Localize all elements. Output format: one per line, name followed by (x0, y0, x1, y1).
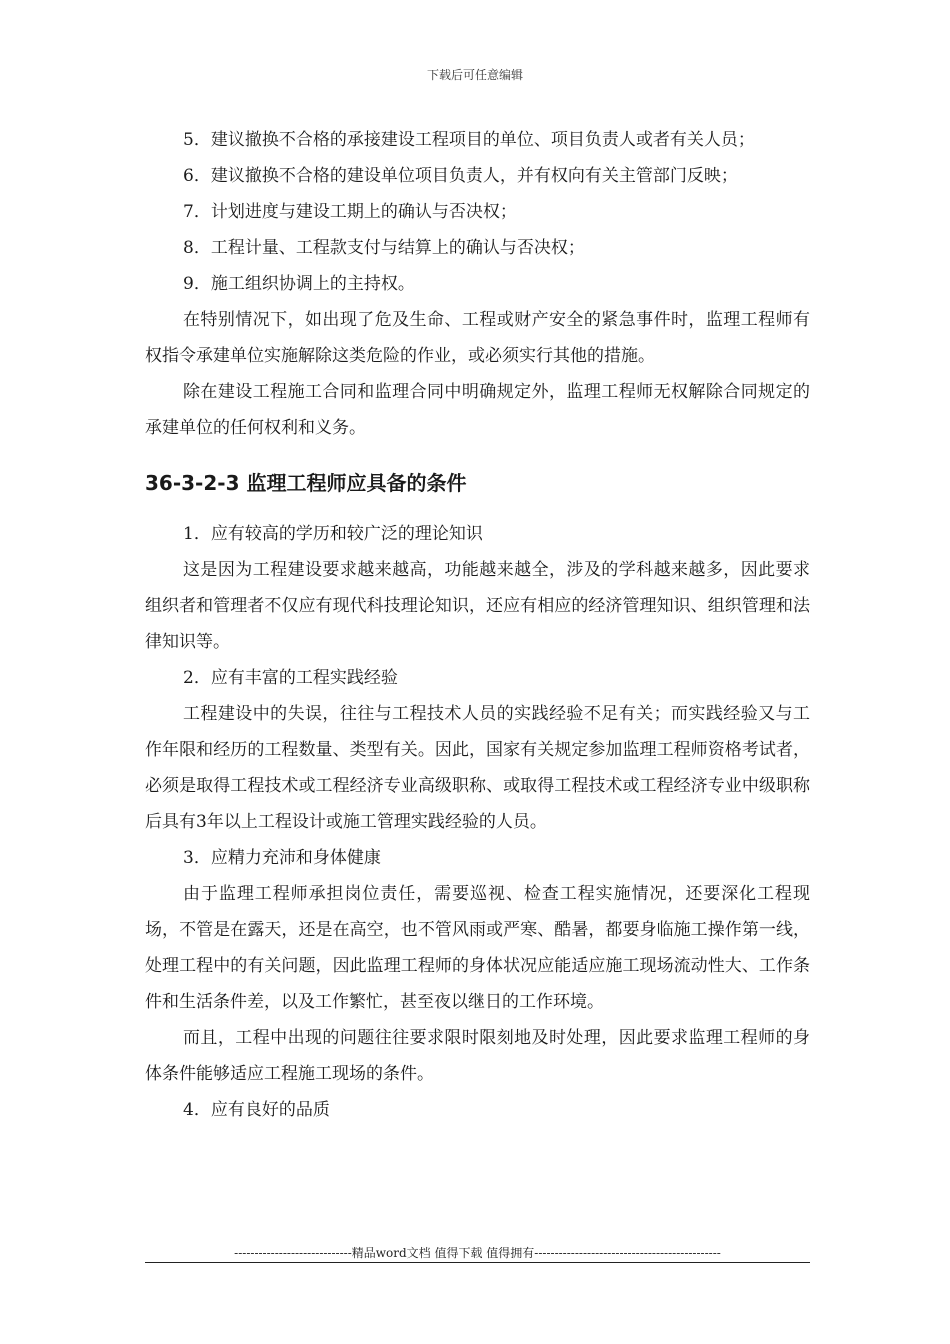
list-item-5: 5．建议撤换不合格的承接建设工程项目的单位、项目负责人或者有关人员； (183, 130, 755, 150)
condition-1-body: 这是因为工程建设要求越来越高，功能越来越全，涉及的学科越来越多，因此要求组织者和管理者不仅应有现代科技理论知识，还应有相应的经济管理知识、组织管理和法律知识等。 (145, 560, 810, 652)
list-item-8: 8．工程计量、工程款支付与结算上的确认与否决权； (183, 238, 585, 258)
document-body (145, 122, 810, 1128)
paragraph-contract-rights: 除在建设工程施工合同和监理合同中明确规定外，监理工程师无权解除合同规定的承建单位的任何权利和义务。 (145, 382, 810, 438)
section-heading: 36-3-2-3 监理工程师应具备的条件 (145, 471, 467, 495)
footer-divider (145, 1262, 810, 1263)
condition-2-body: 工程建设中的失误，往往与工程技术人员的实践经验不足有关；而实践经验又与工作年限和经历的工程数量、类型有关。因此，国家有关规定参加监理工程师资格考试者，必须是取得工程技术或工程经济专业高级职称、或取得工程技术或工程经济专业中级职称后具有3年以上工程设计或施工管理实践经验的人员。 (145, 704, 810, 832)
condition-3-title: 3．应精力充沛和身体健康 (183, 848, 381, 868)
footer-text: -----------------------------精品word文档 值得下载 值得拥有---------------------------------------------- (234, 1246, 721, 1260)
page-header-note: 下载后可任意编辑 (426, 68, 523, 82)
list-item-7: 7．计划进度与建设工期上的确认与否决权； (183, 202, 517, 222)
list-item-6: 6．建议撤换不合格的建设单位项目负责人，并有权向有关主管部门反映； (183, 166, 738, 186)
condition-4-title: 4．应有良好的品质 (183, 1100, 330, 1120)
condition-3-body: 由于监理工程师承担岗位责任，需要巡视、检查工程实施情况，还要深化工程现场，不管是在露天，还是在高空，也不管风雨或严寒、酷暑，都要身临施工操作第一线，处理工程中的有关问题，因此监理工程师的身体状况应能适应施工现场流动性大、工作条件和生活条件差，以及工作繁忙，甚至夜以继日的工作环境。 (145, 884, 810, 1012)
list-item-9: 9．施工组织协调上的主持权。 (183, 274, 415, 294)
condition-2-title: 2．应有丰富的工程实践经验 (183, 668, 398, 688)
paragraph-emergency: 在特别情况下，如出现了危及生命、工程或财产安全的紧急事件时，监理工程师有权指令承建单位实施解除这类危险的作业，或必须实行其他的措施。 (145, 310, 810, 366)
condition-1-title: 1．应有较高的学历和较广泛的理论知识 (183, 524, 483, 544)
condition-3-body-2: 而且，工程中出现的问题往往要求限时限刻地及时处理，因此要求监理工程师的身体条件能够适应工程施工现场的条件。 (145, 1028, 810, 1084)
